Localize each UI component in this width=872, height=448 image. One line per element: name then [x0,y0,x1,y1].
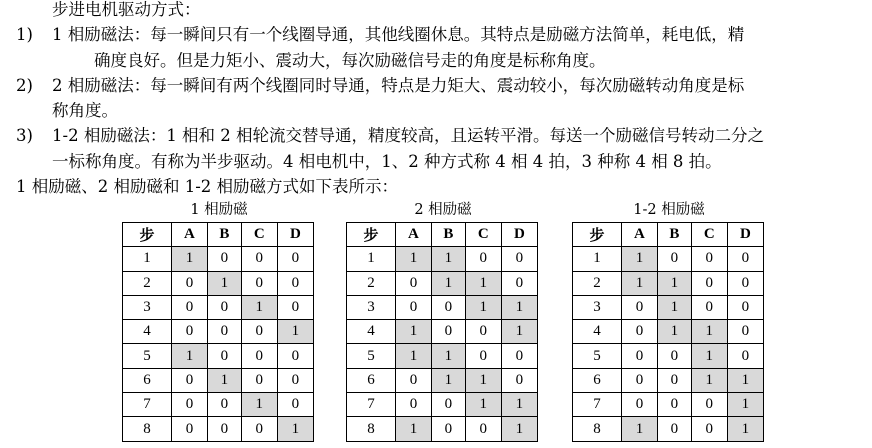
phase-cell: 1 [395,417,431,441]
phase-cell: 0 [208,344,242,368]
phase-cell: 1 [432,247,466,271]
phase-cell: 1 [621,417,657,441]
phase-cell: 1 [658,295,692,319]
column-header: C [691,223,727,247]
phase-cell: 0 [208,320,242,344]
item-text-line: 一标称角度。有称为半步驱动。4 相电机中，1、2 种方式称 4 相 4 拍，3 种称 4 相 8 拍。 [52,152,722,171]
phase-cell: 0 [241,271,277,295]
phase-cell: 0 [171,271,207,295]
column-header: 步 [573,223,622,247]
phase-cell: 0 [241,344,277,368]
step-cell: 6 [347,368,396,392]
table-row [123,417,314,441]
table-header-row [573,223,764,247]
section-heading: 步进电机驱动方式： [52,0,201,19]
phase-cell: 1 [727,368,763,392]
phase-cell: 1 [465,368,501,392]
phase-cell: 0 [658,344,692,368]
column-header: B [658,223,692,247]
list-number: 3) [16,126,33,145]
phase-cell: 0 [171,320,207,344]
phase-cell: 0 [465,320,501,344]
phase-cell: 0 [658,368,692,392]
step-cell: 5 [347,344,396,368]
item-text-line: 1 相励磁法：每一瞬间只有一个线圈导通，其他线圈休息。其特点是励磁方法简单，耗电低，精 [52,25,745,44]
phase-cell: 1 [395,247,431,271]
step-cell: 8 [123,417,172,441]
table-row [347,295,538,319]
table-row [347,247,538,271]
phase-cell: 1 [727,417,763,441]
table-row [347,417,538,441]
phase-cell: 0 [658,393,692,417]
step-cell: 6 [123,368,172,392]
phase-cell: 0 [395,295,431,319]
phase-cell: 0 [277,393,313,417]
phase-cell: 0 [208,393,242,417]
phase-cell: 0 [501,344,537,368]
list-number: 2) [16,76,33,95]
item-text-line: 1-2 相励磁法：1 相和 2 相轮流交替导通，精度较高，且运转平滑。每送一个励磁信号转动二分之 [52,126,765,145]
list-number: 1) [16,25,33,44]
phase-cell: 0 [241,247,277,271]
column-header: B [208,223,242,247]
phase-cell: 0 [658,247,692,271]
column-header: C [241,223,277,247]
phase-cell: 0 [208,295,242,319]
phase-cell: 0 [621,295,657,319]
table-row [123,247,314,271]
phase-cell: 0 [727,247,763,271]
phase-cell: 1 [395,320,431,344]
table-row [123,295,314,319]
phase-cell: 0 [171,417,207,441]
phase-cell: 1 [465,393,501,417]
phase-cell: 0 [277,295,313,319]
phase-cell: 1 [501,417,537,441]
phase-cell: 0 [727,295,763,319]
phase-cell: 1 [621,247,657,271]
phase-cell: 0 [691,295,727,319]
step-cell: 6 [573,368,622,392]
table-row [573,417,764,441]
step-cell: 1 [573,247,622,271]
phase-cell: 0 [171,295,207,319]
phase-cell: 0 [621,320,657,344]
table-row [573,344,764,368]
phase-cell: 1 [241,295,277,319]
phase-cell: 1 [621,271,657,295]
step-cell: 5 [123,344,172,368]
phase-cell: 1 [208,271,242,295]
phase-cell: 0 [691,417,727,441]
step-cell: 4 [347,320,396,344]
step-cell: 4 [573,320,622,344]
phase-cell: 0 [208,417,242,441]
phase-cell: 1 [432,271,466,295]
column-header: C [465,223,501,247]
phase-cell: 0 [241,417,277,441]
table-row [123,368,314,392]
table-row [573,393,764,417]
phase-cell: 0 [395,368,431,392]
phase-cell: 0 [727,271,763,295]
phase-cell: 1 [432,344,466,368]
phase-cell: 1 [171,344,207,368]
phase-cell: 0 [241,368,277,392]
phase-cell: 1 [691,320,727,344]
phase-cell: 0 [501,247,537,271]
phase-cell: 0 [691,247,727,271]
phase-cell: 1 [658,271,692,295]
phase-cell: 1 [465,295,501,319]
step-cell: 2 [123,271,172,295]
phase-cell: 0 [432,393,466,417]
phase-cell: 0 [465,417,501,441]
table-title: 1 相励磁 [190,202,248,218]
phase-cell: 0 [727,320,763,344]
table-intro: 1 相励磁、2 相励磁和 1-2 相励磁方式如下表所示： [16,177,399,196]
phase-cell: 0 [277,247,313,271]
column-header: D [277,223,313,247]
phase-cell: 0 [241,320,277,344]
step-cell: 7 [123,393,172,417]
column-header: A [395,223,431,247]
step-cell: 1 [123,247,172,271]
phase-cell: 0 [621,368,657,392]
phase-cell: 0 [432,295,466,319]
step-cell: 3 [573,295,622,319]
table-row [573,295,764,319]
phase-cell: 0 [501,368,537,392]
phase-cell: 0 [465,344,501,368]
stepping-table-1-2-phase [572,222,764,442]
step-cell: 1 [347,247,396,271]
table-row [123,393,314,417]
table-row [347,368,538,392]
table-row [123,271,314,295]
phase-cell: 0 [621,393,657,417]
phase-cell: 1 [727,393,763,417]
step-cell: 8 [347,417,396,441]
step-cell: 8 [573,417,622,441]
phase-cell: 0 [171,368,207,392]
phase-cell: 1 [691,368,727,392]
phase-cell: 1 [658,320,692,344]
phase-cell: 0 [621,344,657,368]
step-cell: 7 [573,393,622,417]
phase-cell: 1 [501,295,537,319]
step-cell: 3 [347,295,396,319]
table-row [573,247,764,271]
phase-cell: 1 [501,393,537,417]
table-row [347,320,538,344]
phase-cell: 1 [277,417,313,441]
phase-cell: 0 [395,271,431,295]
table-row [347,393,538,417]
phase-cell: 1 [277,320,313,344]
column-header: D [727,223,763,247]
step-cell: 4 [123,320,172,344]
step-cell: 3 [123,295,172,319]
phase-cell: 1 [171,247,207,271]
phase-cell: 1 [465,271,501,295]
column-header: A [171,223,207,247]
column-header: 步 [347,223,396,247]
phase-cell: 0 [432,417,466,441]
phase-cell: 0 [277,368,313,392]
stepping-table-1-phase [122,222,314,442]
step-cell: 2 [573,271,622,295]
step-cell: 2 [347,271,396,295]
phase-cell: 0 [691,393,727,417]
column-header: 步 [123,223,172,247]
phase-cell: 1 [395,344,431,368]
phase-cell: 0 [691,271,727,295]
item-text-line: 确度良好。但是力矩小、震动大，每次励磁信号走的角度是标称角度。 [94,51,606,70]
table-header-row [123,223,314,247]
table-row [123,344,314,368]
phase-cell: 0 [208,247,242,271]
table-row [573,320,764,344]
table-row [573,368,764,392]
phase-cell: 0 [395,393,431,417]
table-title: 2 相励磁 [414,202,472,218]
phase-cell: 0 [277,271,313,295]
item-text-line: 2 相励磁法：每一瞬间有两个线圈同时导通，特点是力矩大、震动较小，每次励磁转动角度是标 [52,76,745,95]
table-row [123,320,314,344]
phase-cell: 0 [277,344,313,368]
phase-cell: 0 [171,393,207,417]
table-title: 1-2 相励磁 [633,202,705,218]
phase-cell: 0 [465,247,501,271]
column-header: D [501,223,537,247]
column-header: A [621,223,657,247]
phase-cell: 0 [432,320,466,344]
phase-cell: 1 [241,393,277,417]
step-cell: 5 [573,344,622,368]
table-row [573,271,764,295]
column-header: B [432,223,466,247]
step-cell: 7 [347,393,396,417]
table-row [347,344,538,368]
phase-cell: 1 [501,320,537,344]
phase-cell: 0 [501,271,537,295]
table-header-row [347,223,538,247]
stepping-table-2-phase [346,222,538,442]
phase-cell: 1 [432,368,466,392]
phase-cell: 0 [658,417,692,441]
table-row [347,271,538,295]
phase-cell: 1 [691,344,727,368]
phase-cell: 1 [208,368,242,392]
phase-cell: 0 [727,344,763,368]
item-text-line: 称角度。 [52,101,118,120]
